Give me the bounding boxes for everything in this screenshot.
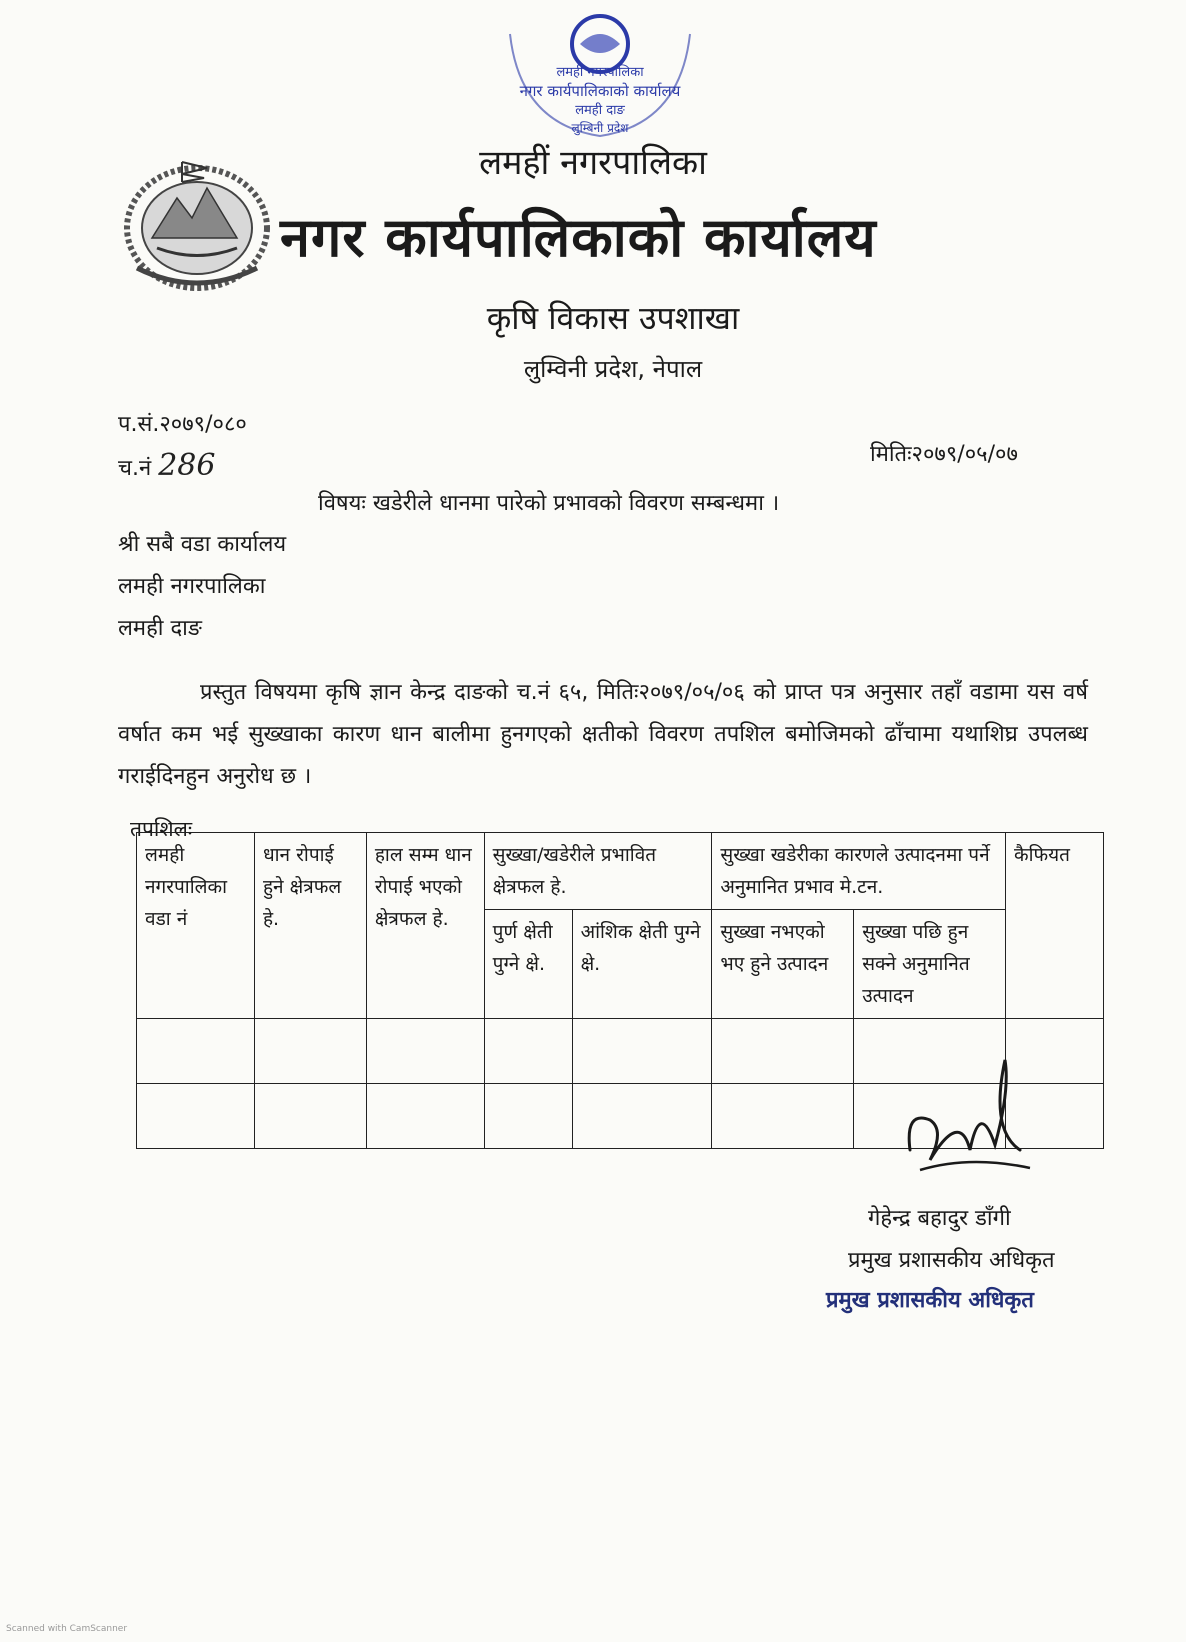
letter-date: मितिः२०७९/०५/०७ — [870, 442, 1018, 467]
header-planned-area: धान रोपाई हुने क्षेत्रफल हे. — [254, 833, 366, 1019]
addressee-line1: श्री सबै वडा कार्यालय — [118, 532, 287, 557]
signature-icon — [900, 1050, 1040, 1190]
stamp-line3: लमही दाङ — [575, 103, 625, 118]
office-title: नगर कार्यपालिकाको कार्यालय — [280, 206, 877, 269]
header-normal-production: सुख्खा नभएको भए हुने उत्पादन — [712, 910, 854, 1019]
section-title: कृषि विकास उपशाखा — [486, 299, 740, 337]
municipality-title: लमहीं नगरपालिका — [479, 143, 707, 183]
header-planted-area: हाल सम्म धान रोपाई भएको क्षेत्रफल हे. — [366, 833, 484, 1019]
office-stamp-icon — [500, 4, 700, 154]
header-affected-area: सुख्खा/खडेरीले प्रभावित क्षेत्रफल हे. — [484, 833, 712, 910]
stamp-line4: लुम्बिनी प्रदेश — [571, 121, 629, 135]
header-remarks: कैफियत — [1006, 833, 1104, 1019]
header-production-impact: सुख्खा खडेरीका कारणले उत्पादनमा पर्ने अनुमानित प्रभाव मे.टन. — [712, 833, 1006, 910]
stamp-line1: लमही नगरपालिका — [556, 65, 644, 80]
addressee-line2: लमही नगरपालिका — [118, 574, 266, 599]
designation-stamp: प्रमुख प्रशासकीय अधिकृत — [826, 1288, 1034, 1313]
header-full-damage: पुर्ण क्षेती पुग्ने क्षे. — [484, 910, 572, 1019]
table-label: तपशिलः — [130, 817, 193, 841]
signer-designation: प्रमुख प्रशासकीय अधिकृत — [848, 1248, 1055, 1273]
province-line: लुम्विनी प्रदेश, नेपाल — [523, 355, 703, 383]
header-drought-production: सुख्खा पछि हुन सक्ने अनुमानित उत्पादन — [854, 910, 1006, 1019]
fiscal-year: प.सं.२०७९/०८० — [118, 412, 247, 437]
body-paragraph: प्रस्तुत विषयमा कृषि ज्ञान केन्द्र दाङको च.नं ६५, मितिः२०७९/०५/०६ को प्राप्त पत्र अनुसार तहाँ वडामा यस वर्ष वर्षात कम भई सुख्खाका कारण धान बालीमा हुनगएको क्षतीको विवरण तपशिल बमोजिमको ढाँचामा यथाशिघ्र उपलब्ध गराईदिनहुन अनुरोध छ । — [118, 680, 1088, 789]
chalani-handwritten: 286 — [158, 448, 216, 483]
stamp-line2: नगर कार्यपालिकाको कार्यालय — [519, 82, 681, 100]
chalani-number — [118, 448, 215, 483]
addressee-line3: लमही दाङ — [118, 616, 202, 641]
chalani-label: च.नं — [118, 456, 152, 481]
subject-line: विषयः खडेरीले धानमा पारेको प्रभावको विवरण सम्बन्धमा । — [318, 491, 780, 516]
header-partial-damage: आंशिक क्षेती पुग्ने क्षे. — [572, 910, 712, 1019]
header-ward: लमही नगरपालिका वडा नं — [137, 833, 255, 1019]
scanner-watermark: Scanned with CamScanner — [6, 1624, 128, 1634]
signer-name: गेहेन्द्र बहादुर डाँगी — [868, 1206, 1011, 1231]
